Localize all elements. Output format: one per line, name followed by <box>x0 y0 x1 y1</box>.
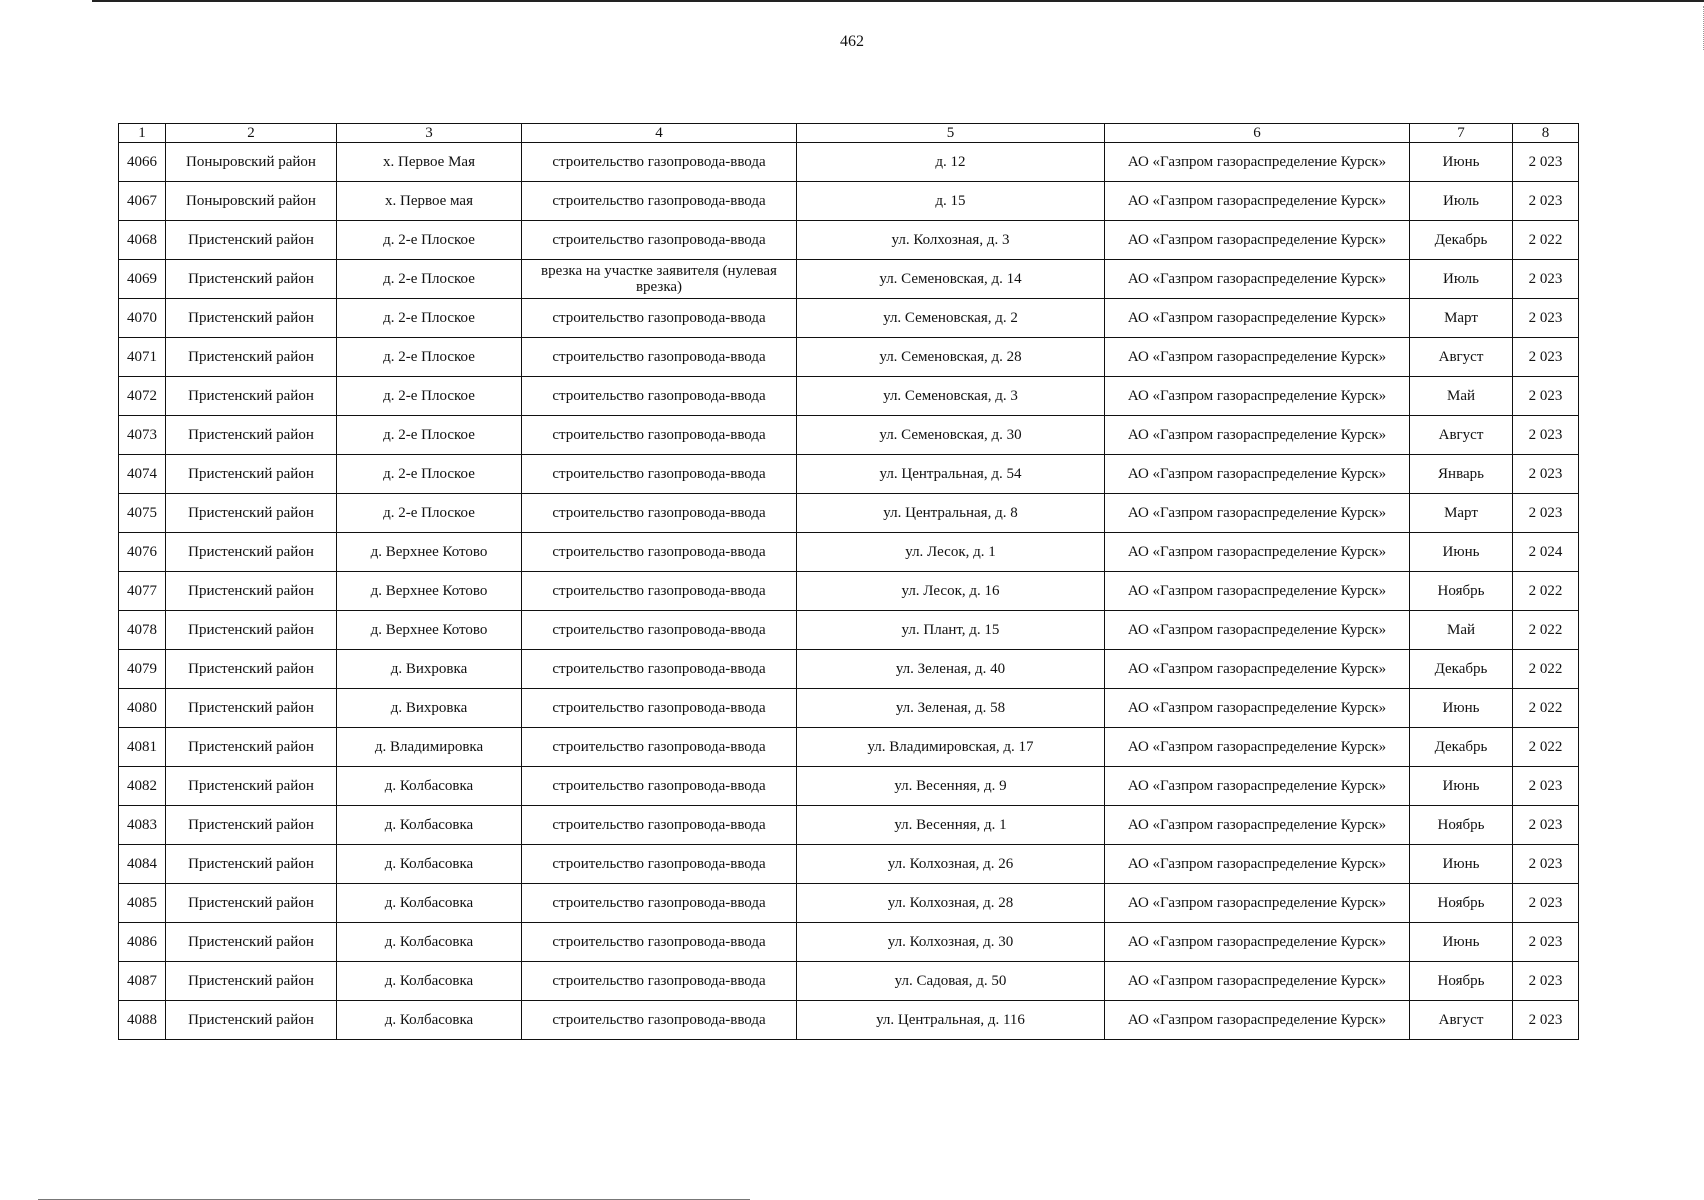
month-cell: Декабрь <box>1410 728 1513 767</box>
month-cell: Август <box>1410 338 1513 377</box>
year-cell: 2 023 <box>1513 416 1579 455</box>
month-cell: Январь <box>1410 455 1513 494</box>
settlement-cell: х. Первое мая <box>337 182 522 221</box>
table-row <box>119 728 1579 767</box>
year-cell: 2 022 <box>1513 650 1579 689</box>
table-row <box>119 689 1579 728</box>
month-cell: Май <box>1410 377 1513 416</box>
table-row <box>119 182 1579 221</box>
table-row <box>119 455 1579 494</box>
settlement-cell: д. Вихровка <box>337 650 522 689</box>
district-cell: Пристенский район <box>166 533 337 572</box>
table-row <box>119 377 1579 416</box>
row-number-cell: 4079 <box>119 650 166 689</box>
work-type-cell: строительство газопровода-ввода <box>522 299 797 338</box>
organization-cell: АО «Газпром газораспределение Курск» <box>1105 221 1410 260</box>
district-cell: Поныровский район <box>166 143 337 182</box>
table-row <box>119 299 1579 338</box>
table-row <box>119 221 1579 260</box>
table-row <box>119 572 1579 611</box>
table-row <box>119 143 1579 182</box>
settlement-cell: д. Колбасовка <box>337 767 522 806</box>
row-number-cell: 4087 <box>119 962 166 1001</box>
year-cell: 2 022 <box>1513 572 1579 611</box>
row-number-cell: 4076 <box>119 533 166 572</box>
work-type-cell: врезка на участке заявителя (нулевая врезка) <box>522 260 797 299</box>
row-number-cell: 4088 <box>119 1001 166 1040</box>
settlement-cell: д. Колбасовка <box>337 845 522 884</box>
district-cell: Пристенский район <box>166 299 337 338</box>
work-type-cell: строительство газопровода-ввода <box>522 377 797 416</box>
settlement-cell: д. 2-е Плоское <box>337 416 522 455</box>
month-cell: Март <box>1410 494 1513 533</box>
column-header: 6 <box>1105 124 1410 143</box>
row-number-cell: 4074 <box>119 455 166 494</box>
month-cell: Июнь <box>1410 533 1513 572</box>
organization-cell: АО «Газпром газораспределение Курск» <box>1105 533 1410 572</box>
row-number-cell: 4075 <box>119 494 166 533</box>
address-cell: ул. Зеленая, д. 40 <box>797 650 1105 689</box>
address-cell: ул. Зеленая, д. 58 <box>797 689 1105 728</box>
month-cell: Июнь <box>1410 923 1513 962</box>
table-row <box>119 611 1579 650</box>
row-number-cell: 4085 <box>119 884 166 923</box>
month-cell: Июнь <box>1410 767 1513 806</box>
address-cell: ул. Владимировская, д. 17 <box>797 728 1105 767</box>
month-cell: Ноябрь <box>1410 962 1513 1001</box>
year-cell: 2 023 <box>1513 923 1579 962</box>
district-cell: Пристенский район <box>166 572 337 611</box>
year-cell: 2 023 <box>1513 962 1579 1001</box>
settlement-cell: д. 2-е Плоское <box>337 377 522 416</box>
column-header: 3 <box>337 124 522 143</box>
work-type-cell: строительство газопровода-ввода <box>522 182 797 221</box>
year-cell: 2 023 <box>1513 494 1579 533</box>
table-row <box>119 962 1579 1001</box>
settlement-cell: д. 2-е Плоское <box>337 338 522 377</box>
work-type-cell: строительство газопровода-ввода <box>522 1001 797 1040</box>
organization-cell: АО «Газпром газораспределение Курск» <box>1105 338 1410 377</box>
work-type-cell: строительство газопровода-ввода <box>522 806 797 845</box>
row-number-cell: 4086 <box>119 923 166 962</box>
organization-cell: АО «Газпром газораспределение Курск» <box>1105 767 1410 806</box>
row-number-cell: 4066 <box>119 143 166 182</box>
organization-cell: АО «Газпром газораспределение Курск» <box>1105 182 1410 221</box>
row-number-cell: 4069 <box>119 260 166 299</box>
address-cell: ул. Весенняя, д. 1 <box>797 806 1105 845</box>
district-cell: Пристенский район <box>166 221 337 260</box>
month-cell: Июнь <box>1410 689 1513 728</box>
column-header: 1 <box>119 124 166 143</box>
district-cell: Пристенский район <box>166 845 337 884</box>
organization-cell: АО «Газпром газораспределение Курск» <box>1105 650 1410 689</box>
settlement-cell: д. 2-е Плоское <box>337 221 522 260</box>
year-cell: 2 023 <box>1513 884 1579 923</box>
address-cell: д. 15 <box>797 182 1105 221</box>
table-row <box>119 338 1579 377</box>
district-cell: Пристенский район <box>166 728 337 767</box>
year-cell: 2 024 <box>1513 533 1579 572</box>
district-cell: Пристенский район <box>166 962 337 1001</box>
year-cell: 2 023 <box>1513 299 1579 338</box>
address-cell: ул. Колхозная, д. 26 <box>797 845 1105 884</box>
address-cell: ул. Центральная, д. 8 <box>797 494 1105 533</box>
district-cell: Пристенский район <box>166 338 337 377</box>
month-cell: Июль <box>1410 182 1513 221</box>
table-row <box>119 884 1579 923</box>
row-number-cell: 4082 <box>119 767 166 806</box>
row-number-cell: 4084 <box>119 845 166 884</box>
top-edge-rule <box>92 0 1704 2</box>
month-cell: Май <box>1410 611 1513 650</box>
work-type-cell: строительство газопровода-ввода <box>522 767 797 806</box>
district-cell: Пристенский район <box>166 416 337 455</box>
work-type-cell: строительство газопровода-ввода <box>522 884 797 923</box>
settlement-cell: д. 2-е Плоское <box>337 494 522 533</box>
district-cell: Пристенский район <box>166 611 337 650</box>
table-row <box>119 767 1579 806</box>
page-number: 462 <box>840 33 864 50</box>
work-type-cell: строительство газопровода-ввода <box>522 845 797 884</box>
address-cell: ул. Колхозная, д. 30 <box>797 923 1105 962</box>
address-cell: ул. Семеновская, д. 2 <box>797 299 1105 338</box>
district-cell: Пристенский район <box>166 689 337 728</box>
table-row <box>119 806 1579 845</box>
year-cell: 2 022 <box>1513 689 1579 728</box>
row-number-cell: 4073 <box>119 416 166 455</box>
table-row <box>119 533 1579 572</box>
address-cell: ул. Лесок, д. 1 <box>797 533 1105 572</box>
row-number-cell: 4083 <box>119 806 166 845</box>
row-number-cell: 4081 <box>119 728 166 767</box>
work-type-cell: строительство газопровода-ввода <box>522 338 797 377</box>
district-cell: Пристенский район <box>166 650 337 689</box>
year-cell: 2 023 <box>1513 845 1579 884</box>
column-header: 8 <box>1513 124 1579 143</box>
month-cell: Ноябрь <box>1410 884 1513 923</box>
district-cell: Пристенский район <box>166 494 337 533</box>
month-cell: Март <box>1410 299 1513 338</box>
column-header: 4 <box>522 124 797 143</box>
settlement-cell: д. Колбасовка <box>337 806 522 845</box>
row-number-cell: 4072 <box>119 377 166 416</box>
month-cell: Ноябрь <box>1410 572 1513 611</box>
column-header: 7 <box>1410 124 1513 143</box>
organization-cell: АО «Газпром газораспределение Курск» <box>1105 455 1410 494</box>
work-type-cell: строительство газопровода-ввода <box>522 962 797 1001</box>
address-cell: ул. Колхозная, д. 3 <box>797 221 1105 260</box>
work-type-cell: строительство газопровода-ввода <box>522 533 797 572</box>
year-cell: 2 022 <box>1513 728 1579 767</box>
month-cell: Июль <box>1410 260 1513 299</box>
address-cell: ул. Семеновская, д. 3 <box>797 377 1105 416</box>
column-header: 2 <box>166 124 337 143</box>
settlement-cell: д. 2-е Плоское <box>337 260 522 299</box>
year-cell: 2 023 <box>1513 260 1579 299</box>
table-row <box>119 260 1579 299</box>
work-type-cell: строительство газопровода-ввода <box>522 455 797 494</box>
year-cell: 2 023 <box>1513 806 1579 845</box>
year-cell: 2 023 <box>1513 338 1579 377</box>
table-row <box>119 845 1579 884</box>
district-cell: Пристенский район <box>166 455 337 494</box>
column-number-row <box>119 124 1579 143</box>
month-cell: Август <box>1410 416 1513 455</box>
work-type-cell: строительство газопровода-ввода <box>522 221 797 260</box>
organization-cell: АО «Газпром газораспределение Курск» <box>1105 1001 1410 1040</box>
district-cell: Пристенский район <box>166 260 337 299</box>
month-cell: Июнь <box>1410 845 1513 884</box>
organization-cell: АО «Газпром газораспределение Курск» <box>1105 806 1410 845</box>
month-cell: Декабрь <box>1410 650 1513 689</box>
row-number-cell: 4067 <box>119 182 166 221</box>
settlement-cell: д. Колбасовка <box>337 1001 522 1040</box>
organization-cell: АО «Газпром газораспределение Курск» <box>1105 299 1410 338</box>
year-cell: 2 022 <box>1513 611 1579 650</box>
address-cell: ул. Садовая, д. 50 <box>797 962 1105 1001</box>
organization-cell: АО «Газпром газораспределение Курск» <box>1105 962 1410 1001</box>
address-cell: ул. Лесок, д. 16 <box>797 572 1105 611</box>
district-cell: Пристенский район <box>166 767 337 806</box>
settlement-cell: д. Верхнее Котово <box>337 533 522 572</box>
address-cell: ул. Семеновская, д. 14 <box>797 260 1105 299</box>
year-cell: 2 023 <box>1513 1001 1579 1040</box>
organization-cell: АО «Газпром газораспределение Курск» <box>1105 884 1410 923</box>
organization-cell: АО «Газпром газораспределение Курск» <box>1105 689 1410 728</box>
table-row <box>119 416 1579 455</box>
organization-cell: АО «Газпром газораспределение Курск» <box>1105 143 1410 182</box>
column-header: 5 <box>797 124 1105 143</box>
address-cell: ул. Семеновская, д. 30 <box>797 416 1105 455</box>
work-type-cell: строительство газопровода-ввода <box>522 494 797 533</box>
row-number-cell: 4070 <box>119 299 166 338</box>
table-row <box>119 1001 1579 1040</box>
register-table <box>118 123 1579 1040</box>
organization-cell: АО «Газпром газораспределение Курск» <box>1105 611 1410 650</box>
row-number-cell: 4077 <box>119 572 166 611</box>
row-number-cell: 4078 <box>119 611 166 650</box>
work-type-cell: строительство газопровода-ввода <box>522 923 797 962</box>
organization-cell: АО «Газпром газораспределение Курск» <box>1105 923 1410 962</box>
address-cell: ул. Центральная, д. 54 <box>797 455 1105 494</box>
work-type-cell: строительство газопровода-ввода <box>522 572 797 611</box>
address-cell: ул. Плант, д. 15 <box>797 611 1105 650</box>
year-cell: 2 023 <box>1513 455 1579 494</box>
district-cell: Пристенский район <box>166 377 337 416</box>
year-cell: 2 023 <box>1513 767 1579 806</box>
organization-cell: АО «Газпром газораспределение Курск» <box>1105 260 1410 299</box>
organization-cell: АО «Газпром газораспределение Курск» <box>1105 377 1410 416</box>
year-cell: 2 023 <box>1513 377 1579 416</box>
table-body <box>119 124 1579 1040</box>
year-cell: 2 023 <box>1513 143 1579 182</box>
district-cell: Пристенский район <box>166 1001 337 1040</box>
table-row <box>119 494 1579 533</box>
settlement-cell: д. Колбасовка <box>337 962 522 1001</box>
row-number-cell: 4071 <box>119 338 166 377</box>
work-type-cell: строительство газопровода-ввода <box>522 728 797 767</box>
month-cell: Ноябрь <box>1410 806 1513 845</box>
organization-cell: АО «Газпром газораспределение Курск» <box>1105 416 1410 455</box>
year-cell: 2 023 <box>1513 182 1579 221</box>
organization-cell: АО «Газпром газораспределение Курск» <box>1105 572 1410 611</box>
settlement-cell: д. Владимировка <box>337 728 522 767</box>
month-cell: Декабрь <box>1410 221 1513 260</box>
row-number-cell: 4080 <box>119 689 166 728</box>
settlement-cell: д. Колбасовка <box>337 884 522 923</box>
row-number-cell: 4068 <box>119 221 166 260</box>
address-cell: ул. Семеновская, д. 28 <box>797 338 1105 377</box>
settlement-cell: д. Верхнее Котово <box>337 611 522 650</box>
address-cell: ул. Весенняя, д. 9 <box>797 767 1105 806</box>
address-cell: ул. Центральная, д. 116 <box>797 1001 1105 1040</box>
table-row <box>119 923 1579 962</box>
settlement-cell: х. Первое Мая <box>337 143 522 182</box>
organization-cell: АО «Газпром газораспределение Курск» <box>1105 728 1410 767</box>
address-cell: д. 12 <box>797 143 1105 182</box>
month-cell: Август <box>1410 1001 1513 1040</box>
district-cell: Поныровский район <box>166 182 337 221</box>
district-cell: Пристенский район <box>166 806 337 845</box>
work-type-cell: строительство газопровода-ввода <box>522 611 797 650</box>
address-cell: ул. Колхозная, д. 28 <box>797 884 1105 923</box>
work-type-cell: строительство газопровода-ввода <box>522 143 797 182</box>
organization-cell: АО «Газпром газораспределение Курск» <box>1105 845 1410 884</box>
year-cell: 2 022 <box>1513 221 1579 260</box>
district-cell: Пристенский район <box>166 884 337 923</box>
table-row <box>119 650 1579 689</box>
work-type-cell: строительство газопровода-ввода <box>522 416 797 455</box>
settlement-cell: д. 2-е Плоское <box>337 455 522 494</box>
work-type-cell: строительство газопровода-ввода <box>522 689 797 728</box>
settlement-cell: д. Верхнее Котово <box>337 572 522 611</box>
settlement-cell: д. 2-е Плоское <box>337 299 522 338</box>
settlement-cell: д. Вихровка <box>337 689 522 728</box>
work-type-cell: строительство газопровода-ввода <box>522 650 797 689</box>
month-cell: Июнь <box>1410 143 1513 182</box>
district-cell: Пристенский район <box>166 923 337 962</box>
organization-cell: АО «Газпром газораспределение Курск» <box>1105 494 1410 533</box>
settlement-cell: д. Колбасовка <box>337 923 522 962</box>
